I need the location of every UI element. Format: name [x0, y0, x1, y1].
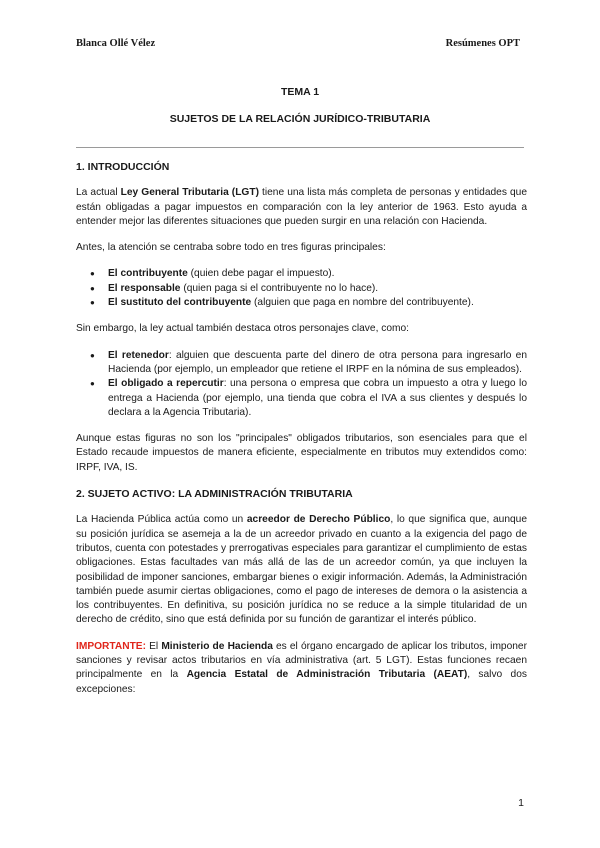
section-heading-introduccion: 1. INTRODUCCIÓN [76, 161, 170, 173]
document-subtitle: SUJETOS DE LA RELACIÓN JURÍDICO-TRIBUTARIA [169, 113, 431, 125]
paragraph-aunque: Aunque estas figuras no son los "principales" obligados tributarios, son esenciales para que el Estado recaude impuestos de manera eficiente, especialmente en tributos muy extendidos como: IRPF, IVA, IS. [76, 433, 527, 473]
main-figures-list [76, 267, 527, 310]
list-item: ● El retenedor: alguien que descuenta parte del dinero de otra persona para ingresarlo en Hacienda (por ejemplo, un empleador que retiene el IRPF en la nómina de sus empleados). [108, 349, 527, 378]
header-doc-title: Resúmenes OPT [445, 38, 520, 49]
tema-title: TEMA 1 [280, 86, 320, 98]
list-item: ● El responsable (quien paga si el contribuyente no lo hace). [108, 282, 527, 296]
paragraph-lgt: La actual Ley General Tributaria (LGT) tiene una lista más completa de personas y entidades que están obligadas a pagar impuestos en comparación con la ley anterior de 1963. Esto ayuda a entender mejor las diferentes situaciones que pueden surgir en una relación con Hacienda. [76, 187, 528, 227]
list-item: ● El contribuyente (quien debe pagar el impuesto). [108, 267, 527, 281]
title-divider [76, 147, 524, 148]
paragraph-sin-embargo: Sin embargo, la ley actual también destaca otros personajes clave, como: [76, 323, 409, 335]
paragraph-antes: Antes, la atención se centraba sobre todo en tres figuras principales: [76, 242, 386, 254]
page-number: 1 [518, 797, 524, 809]
key-figures-list [76, 349, 527, 420]
list-item: ● El sustituto del contribuyente (alguien que paga en nombre del contribuyente). [108, 296, 527, 310]
document-body [76, 160, 527, 709]
list-item: ● El obligado a repercutir: una persona o empresa que cobra un impuesto a otra y luego lo entrega a Hacienda (por ejemplo, una tienda que cobra el IVA a sus clientes y después lo declara a la Agencia Tributaria). [108, 377, 527, 420]
header-author: Blanca Ollé Vélez [76, 38, 156, 49]
paragraph-hacienda-publica: La Hacienda Pública actúa como un acreedor de Derecho Público, lo que significa que, aunque su posición jurídica se asemeja a la de un acreedor privado en cuanto a la exigencia del pago de tributos, cuenta con potestades y prerrogativas especiales para garantizar el cumplimiento de estas obligaciones. Estas facultades van más allá de las de un acreedor común, ya que incluyen la posibilidad de imponer sanciones, embargar bienes o exigir información. Además, la Administración también puede asumir ciertas obligaciones, como el pago de intereses de demora o la asistencia a los contribuyentes. En definitiva, su posición jurídica no se reduce a la simple titularidad de un derecho de crédito, sino que está definida por su función de garantizar el interés público. [76, 514, 527, 626]
importante-label: IMPORTANTE: [76, 640, 146, 652]
section-heading-sujeto-activo: 2. SUJETO ACTIVO: LA ADMINISTRACIÓN TRIBUTARIA [76, 488, 353, 501]
paragraph-importante: IMPORTANTE: El Ministerio de Hacienda es el órgano encargado de aplicar los tributos, imponer sanciones y revisar actos tributarios en vía administrativa (art. 5 LGT). Estas funciones recaen principalmente en la Agencia Estatal de Administración Tributaria (AEAT), salvo dos excepciones: [76, 640, 527, 695]
